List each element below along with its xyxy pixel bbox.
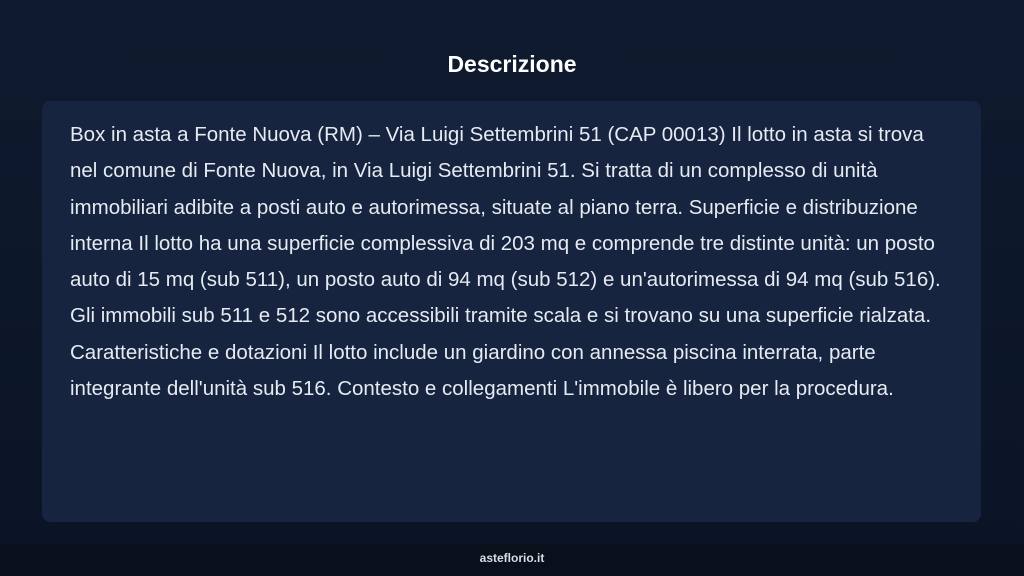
description-card (42, 101, 981, 522)
site-name: asteflorio.it (479, 551, 545, 565)
footer-bar (0, 544, 1024, 576)
page-title: Descrizione (447, 51, 577, 77)
description-text: Box in asta a Fonte Nuova (RM) – Via Luigi Settembrini 51 (CAP 00013) Il lotto in asta si trova nel comune di Fonte Nuova, in Via Luigi Settembrini 51. Si tratta di un complesso di unità immobiliari adibite a posti auto e autorimessa, situate al piano terra. Superficie e distribuzione interna Il lotto ha una superficie complessiva di 203 mq e comprende tre distinte unità: un posto auto di 15 mq (sub 511), un posto auto di 94 mq (sub 512) e un'autorimessa di 94 mq (sub 516). Gli immobili sub 511 e 512 sono accessibili tramite scala e si trovano su una superficie rialzata. Caratteristiche e dotazioni Il lotto include un giardino con annessa piscina interrata, parte integrante dell'unità sub 516. Contesto e collegamenti L'immobile è libero per la procedura. (70, 123, 941, 401)
